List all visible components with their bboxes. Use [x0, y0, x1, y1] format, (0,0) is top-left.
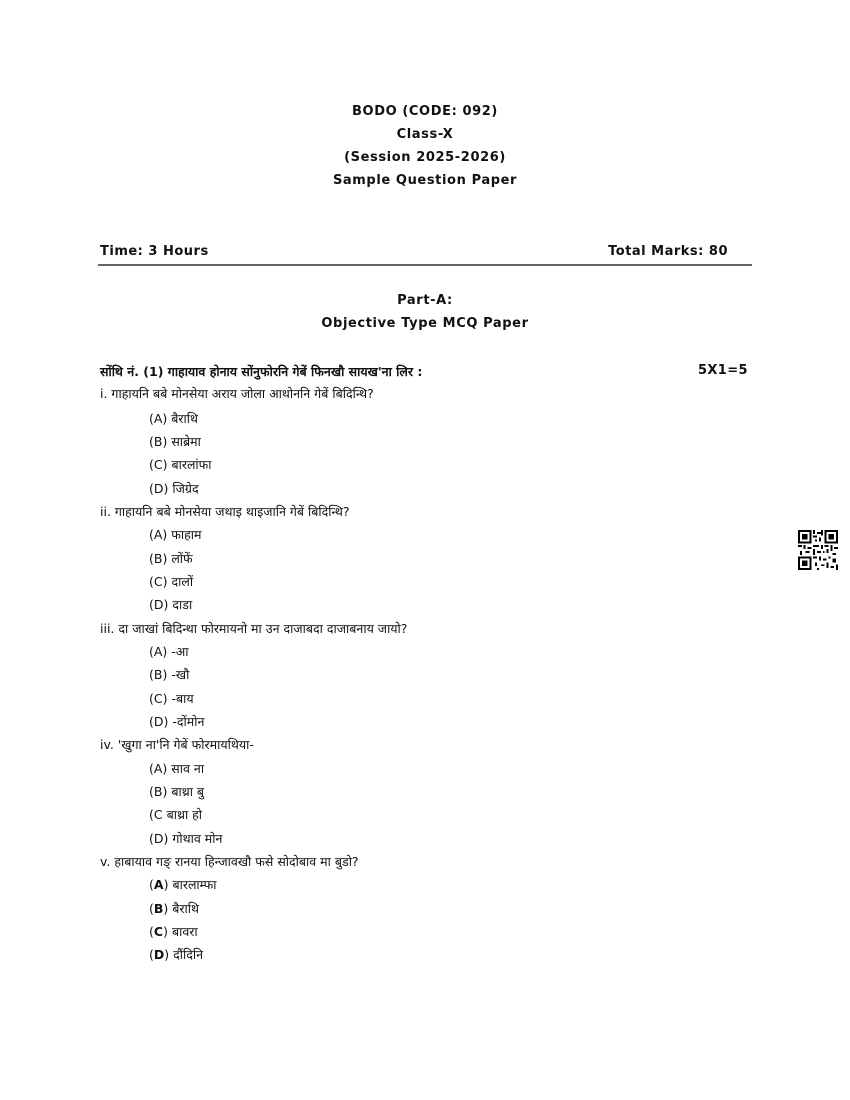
header-divider — [98, 264, 752, 266]
question-3-option-a: (A) -आ — [149, 644, 189, 659]
question-5-option-a: (A) बारलाम्फा — [149, 877, 217, 892]
question-4: iv. 'खुगा ना'नि गेबें फोरमायथिया- — [100, 737, 254, 752]
question-1-option-d: (D) जिग्रेद — [149, 481, 199, 496]
question-2-option-c: (C) दालों — [149, 574, 194, 589]
question-4-option-b: (B) बाथ्रा बु — [149, 784, 205, 799]
paper-title: BODO (CODE: 092) — [352, 104, 498, 119]
paper-type: Sample Question Paper — [332, 173, 518, 188]
question-5: v. हाबायाव गङ्‌ रानया हिन्जावखौ फसे सोदोबाव मा बुडो? — [100, 854, 359, 869]
question-2-option-d: (D) दाडा — [149, 597, 193, 612]
section-marks: 5X1=5 — [697, 363, 748, 378]
question-3-option-c: (C) -बाय — [149, 691, 194, 706]
part-subtitle: Objective Type MCQ Paper — [321, 316, 529, 331]
session-label: (Session 2025-2026) — [344, 150, 506, 165]
question-5-option-c: (C) बावरा — [149, 924, 198, 939]
question-4-option-a: (A) साव ना — [149, 761, 205, 776]
class-label: Class-X — [396, 127, 454, 142]
time-label: Time: 3 Hours — [100, 244, 209, 259]
question-3-option-d: (D) -दोंमोन — [149, 714, 205, 729]
question-4-option-c: (C बाथ्रा हो — [149, 807, 203, 822]
question-1-option-a: (A) बैराथि — [149, 411, 199, 426]
question-4-option-d: (D) गोथाव मोन — [149, 831, 223, 846]
section-question: सोंथि नं. (1) गाहायाव होनाय सोंनुफोरनि गेबें फिनखौ सायख'ना लिर : — [100, 364, 423, 379]
question-1-option-b: (B) साब्रेमा — [149, 434, 201, 449]
question-2-option-a: (A) फाहाम — [149, 527, 202, 542]
question-5-option-d: (D) दौंदिनि — [149, 947, 204, 962]
qr-code-icon — [798, 530, 838, 570]
question-1: i. गाहायनि बबे मोनसेया अराय जोला आथोननि गेबें बिदिन्थि? — [100, 386, 374, 401]
question-3-option-b: (B) -खौ — [149, 667, 190, 682]
question-5-option-b: (B) बैराथि — [149, 901, 200, 916]
question-2: ii. गाहायनि बबे मोनसेया जथाइ थाइजानि गेबें बिदिन्थि? — [100, 504, 350, 519]
question-2-option-b: (B) लोंफें — [149, 551, 193, 566]
total-marks-label: Total Marks: 80 — [608, 244, 728, 259]
question-1-option-c: (C) बारलांफा — [149, 457, 212, 472]
question-3: iii. दा जाखां बिदिन्था फोरमायनो मा उन दाजाबदा दाजाबनाय जायो? — [100, 621, 408, 636]
part-title: Part-A: — [397, 293, 453, 308]
